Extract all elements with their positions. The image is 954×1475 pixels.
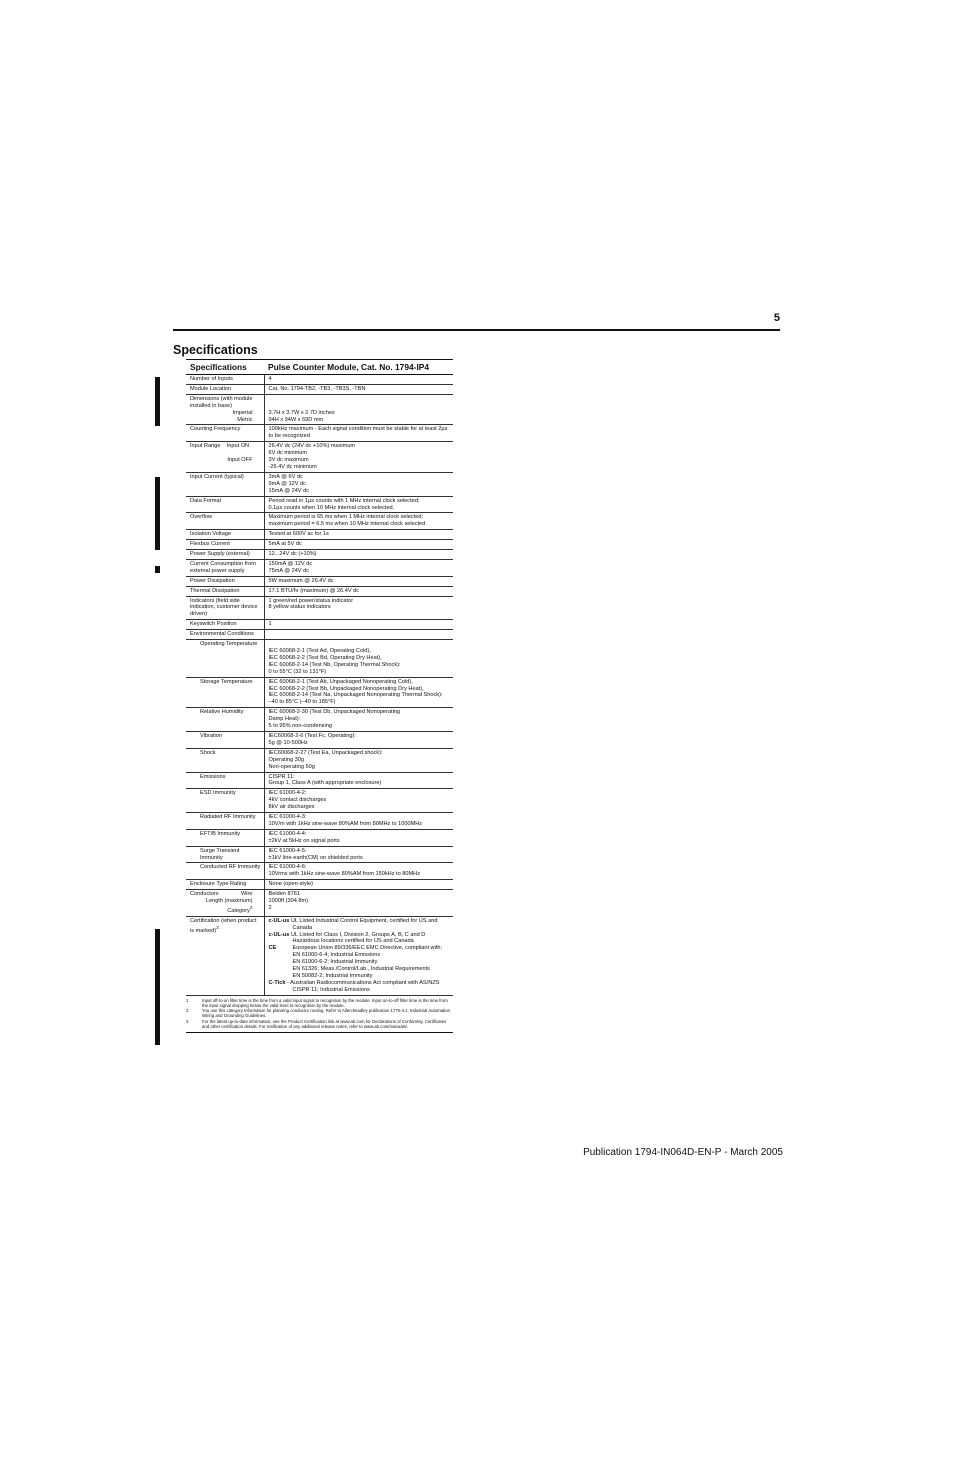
spec-value-line: 1000ft (304.8m) xyxy=(268,898,308,905)
spec-value: 4 xyxy=(264,375,453,385)
spec-label-text: Emissions xyxy=(200,773,226,780)
spec-label: Counting Frequency xyxy=(186,425,264,442)
spec-sublabel-text: Category xyxy=(227,907,250,914)
table-header-row xyxy=(186,360,453,375)
spec-label xyxy=(186,708,264,732)
spec-label xyxy=(186,640,264,678)
spec-label xyxy=(186,748,264,772)
spec-value xyxy=(264,846,453,863)
spec-value-line: Maximum period is 65 ms when 1 MHz internal clock selected; xyxy=(268,514,424,521)
spec-label xyxy=(186,731,264,748)
cert-text: European Union 89/336/EEC EMC Directive, compliant with: xyxy=(292,945,443,952)
spec-value: 100kHz maximum - Each signal condition must be stable for at least 2µs to be recognized xyxy=(264,425,453,442)
spec-value-line: IEC60068-2-6 (Test Fc, Operating): xyxy=(268,732,356,739)
spec-value xyxy=(264,916,453,995)
spec-value-line: IEC 60068-2-2 (Test Bd, Operating Dry Heat), xyxy=(268,654,382,661)
spec-value-line: 0 to 55°C (32 to 131°F) xyxy=(268,668,327,675)
footnote xyxy=(186,1019,453,1029)
table-row xyxy=(186,394,453,425)
table-row xyxy=(186,496,453,513)
spec-label xyxy=(186,789,264,813)
header-rule xyxy=(173,329,780,331)
spec-label: Number of Inputs xyxy=(186,375,264,385)
spec-label-text: Dimensions (with module installed in base) xyxy=(190,395,253,409)
spec-value-line: IEC 61000-4-4: xyxy=(268,830,307,837)
spec-value xyxy=(264,559,453,576)
spec-value-line: 3.7H x 3.7W x 2.7D inches xyxy=(268,409,335,416)
spec-sublabel: Input OFF xyxy=(227,457,253,464)
spec-label: Environmental Conditions xyxy=(186,630,264,640)
spec-label-text: EFT/B Immunity xyxy=(200,830,241,837)
spec-value-line: 94H x 94W x 69D mm xyxy=(268,416,324,423)
footnote-text: For the latest up-to-date information, see the Product Certification link at www.ab.com for Declarations of Conformity, Certificates and other certification details. For notification of any additional release notes, refer to www.ab.com/manuals/. xyxy=(202,1018,447,1029)
spec-value-line: 15mA @ 24V dc xyxy=(268,487,310,494)
spec-value xyxy=(264,748,453,772)
spec-value-line: Non-operating 50g xyxy=(268,763,315,770)
spec-value-line: 2 xyxy=(268,905,272,911)
spec-label: Power Dissipation xyxy=(186,576,264,586)
table-row xyxy=(186,916,453,995)
table-row xyxy=(186,375,453,385)
spec-value xyxy=(264,472,453,496)
table-row xyxy=(186,846,453,863)
change-bar xyxy=(155,377,160,426)
spec-sublabel: Length (maximum) xyxy=(205,898,253,905)
table-row xyxy=(186,425,453,442)
cert-line: EN 50082-2; Industrial Immunity xyxy=(292,973,373,980)
spec-value: None (open-style) xyxy=(264,880,453,890)
spec-label xyxy=(186,890,264,917)
spec-label xyxy=(186,772,264,789)
spec-value-line: 5g @ 10-500Hz xyxy=(268,739,308,746)
spec-value-line: ±1kV line-earth(CM) on shielded ports xyxy=(268,854,363,861)
table-row xyxy=(186,472,453,496)
cert-text: UL Listed for Class I, Division 2, Groups A, B, C and D Hazardous locations certified for US and Canada xyxy=(290,931,426,945)
footnote-ref: 3 xyxy=(216,924,219,930)
spec-value-line: IEC 61000-4-3: xyxy=(268,814,307,821)
cert-mark: C-Tick xyxy=(268,979,286,986)
footnote xyxy=(186,998,453,1008)
spec-label-text: Vibration xyxy=(200,732,222,739)
table-row xyxy=(186,640,453,678)
spec-value: 5W maximum @ 26.4V dc xyxy=(264,576,453,586)
table-row xyxy=(186,677,453,708)
spec-value xyxy=(264,394,453,425)
spec-value-line: IEC 60068-2-1 (Test Ad, Operating Cold), xyxy=(268,648,371,654)
spec-value xyxy=(264,772,453,789)
spec-label: Isolation Voltage xyxy=(186,530,264,540)
spec-value xyxy=(264,829,453,846)
spec-value xyxy=(264,630,453,640)
spec-label: Indicators (field side indication, customer device driven) xyxy=(186,596,264,620)
spec-value-line: IEC 60068-2-30 (Test Db, Unpackaged Nonoperating xyxy=(268,709,401,716)
spec-value-line: 10Vrms with 1kHz sine-wave 80%AM from 150kHz to 80MHz xyxy=(268,871,420,878)
cert-item xyxy=(269,945,451,952)
cert-text: UL Listed Industrial Control Equipment, certified for US and Canada xyxy=(290,917,438,931)
table-row xyxy=(186,731,453,748)
specifications-table-block xyxy=(186,359,453,1033)
table-row xyxy=(186,630,453,640)
spec-label: Input Current (typical) xyxy=(186,472,264,496)
spec-value xyxy=(264,863,453,880)
table-row xyxy=(186,890,453,917)
spec-value xyxy=(264,677,453,708)
spec-label xyxy=(186,846,264,863)
cert-item xyxy=(269,980,451,994)
table-row xyxy=(186,880,453,890)
spec-value-line: 8kV air discharges xyxy=(268,804,315,811)
spec-label-text: Radiated RF Immunity xyxy=(200,814,256,821)
cert-item xyxy=(269,918,451,932)
spec-sublabel: Wire xyxy=(241,891,253,898)
spec-value-line: maximum period = 6.5 ms when 10 MHz internal clock selected xyxy=(268,521,426,528)
header-specifications: Specifications xyxy=(186,360,264,375)
cert-mark: c-UL-us xyxy=(268,917,290,924)
spec-value xyxy=(264,442,453,473)
footnote-number: 1 xyxy=(186,997,189,1003)
table-row xyxy=(186,550,453,560)
spec-value-line: 75mA @ 24V dc xyxy=(268,567,310,574)
spec-value: 5mA at 5V dc xyxy=(264,540,453,550)
spec-label: Thermal Dissipation xyxy=(186,586,264,596)
spec-value xyxy=(264,513,453,530)
cert-item xyxy=(269,932,451,946)
table-row xyxy=(186,620,453,630)
spec-value-line: 6V dc minimum xyxy=(268,450,308,457)
table-row xyxy=(186,789,453,813)
spec-value: 12...24V dc (+10%) xyxy=(264,550,453,560)
spec-value xyxy=(264,708,453,732)
spec-label xyxy=(186,916,264,995)
spec-value-line: Belden 8761 xyxy=(268,891,300,898)
footnote-number: 3 xyxy=(186,1018,189,1024)
spec-value-line: 26.4V dc (24V dc +10%) maximum xyxy=(268,443,356,450)
spec-value-line: 4kV contact discharges xyxy=(268,797,327,804)
spec-label: Data Format xyxy=(186,496,264,513)
spec-value xyxy=(264,890,453,917)
table-row xyxy=(186,708,453,732)
spec-value xyxy=(264,596,453,620)
spec-value-line: –40 to 85°C (–40 to 185°F) xyxy=(268,699,336,706)
spec-value xyxy=(264,813,453,830)
footnote-number: 2 xyxy=(186,1008,189,1014)
spec-value xyxy=(264,731,453,748)
spec-label: Module Location xyxy=(186,384,264,394)
spec-value-line: Group 1, Class A (with appropriate enclosure) xyxy=(268,780,382,787)
spec-label-text: Storage Temperature xyxy=(200,678,253,685)
spec-value: 1 xyxy=(264,620,453,630)
spec-value-line: ±2kV at 5kHz on signal ports xyxy=(268,837,340,844)
spec-sublabel: Input ON xyxy=(226,443,250,450)
spec-value-line: 10V/m with 1kHz sine-wave 80%AM from 80MHz to 1000MHz xyxy=(268,820,423,827)
spec-value xyxy=(264,640,453,678)
spec-value-line: IEC60068-2-27 (Test Ea, Unpackaged shock): xyxy=(268,749,383,756)
spec-value-line: 0.1µs counts when 10 MHz internal clock selected. xyxy=(268,504,395,511)
table-row xyxy=(186,596,453,620)
spec-value-line: IEC 60068-2-2 (Test Bb, Unpackaged Nonoperating Dry Heat), xyxy=(268,685,424,692)
spec-label: Power Supply (external) xyxy=(186,550,264,560)
footnotes xyxy=(186,996,453,1033)
cert-mark: c-UL-us xyxy=(268,931,290,938)
change-bar xyxy=(155,477,160,550)
cert-line: EN 61326; Meas./Control/Lab., Industrial Requirements xyxy=(292,966,430,973)
spec-value-line: IEC 61000-4-2: xyxy=(268,790,307,797)
footnote-text: Input off-to-on filter time is the time from a valid input signal to recognition by the module. Input on-to-off filter time is the time from the input signal dropping below the valid level to recognition by the module. xyxy=(202,997,448,1008)
table-row xyxy=(186,442,453,473)
spec-value xyxy=(264,789,453,813)
section-title: Specifications xyxy=(173,343,258,357)
spec-value-line: 5 to 95% non-condensing xyxy=(268,723,332,730)
spec-value-line: IEC 61000-4-5: xyxy=(268,847,307,854)
spec-label-text: Conductors xyxy=(190,891,219,898)
change-bar xyxy=(155,929,160,1045)
table-row xyxy=(186,863,453,880)
specifications-table xyxy=(186,359,453,996)
spec-value-line: IEC 60068-2-14 (Test Nb, Operating Thermal Shock): xyxy=(268,661,401,668)
spec-label-text: Certification (when product is marked) xyxy=(190,917,257,934)
spec-label xyxy=(186,863,264,880)
spec-value-line: Period read in 1µs counts with 1 MHz internal clock selected; xyxy=(268,497,420,504)
spec-label xyxy=(186,677,264,708)
table-row xyxy=(186,829,453,846)
spec-value-line: IEC 60068-2-14 (Test Na, Unpackaged Nonoperating Thermal Shock): xyxy=(268,692,443,699)
spec-value-line: 8 yellow status indicators xyxy=(268,604,331,611)
spec-sublabel: Imperial xyxy=(232,409,253,416)
spec-label xyxy=(186,829,264,846)
table-row xyxy=(186,748,453,772)
spec-label-text: Conducted RF Immunity xyxy=(200,864,261,871)
spec-value-line: IEC 60068-2-1 (Test Ab, Unpackaged Nonoperating Cold), xyxy=(268,678,413,685)
spec-label: Keyswitch Position xyxy=(186,620,264,630)
spec-value-line: 1 green/red power/status indicator xyxy=(268,597,354,604)
cert-line: EN 61000-6-4; Industrial Emissions xyxy=(292,952,381,959)
table-row xyxy=(186,540,453,550)
spec-label-text: Surge Transient Immunity xyxy=(200,847,240,861)
page-number: 5 xyxy=(773,312,780,324)
spec-label-text: ESD Immunity xyxy=(200,790,236,797)
spec-label xyxy=(186,813,264,830)
footnote-text: You use this category information for planning conductor routing. Refer to Allen-Bradley publication 1770-4.1, Industrial Automation Wiring and Grounding Guidelines. xyxy=(202,1008,451,1019)
change-bar xyxy=(155,566,160,573)
spec-value: Cat. No. 1794-TB2, -TB3, -TB3S, -TBN xyxy=(264,384,453,394)
table-row xyxy=(186,586,453,596)
table-row xyxy=(186,813,453,830)
spec-value: 17.1 BTU/hr (maximum) @ 26.4V dc xyxy=(264,586,453,596)
table-row xyxy=(186,772,453,789)
table-row xyxy=(186,513,453,530)
spec-label: Overflow xyxy=(186,513,264,530)
spec-sublabel xyxy=(190,905,261,915)
table-row xyxy=(186,559,453,576)
spec-label-text: Input Range xyxy=(190,443,221,450)
spec-value-line: -26.4V dc minimum xyxy=(268,463,317,470)
table-row xyxy=(186,384,453,394)
table-row xyxy=(186,576,453,586)
spec-label: Enclosure Type Rating xyxy=(186,880,264,890)
cert-line: EN 61000-6-2; Industrial Immunity xyxy=(292,959,378,966)
spec-value-line: Operating 30g xyxy=(268,756,304,763)
spec-label: Current Consumption from external power supply xyxy=(186,559,264,576)
spec-label-text: Relative Humidity xyxy=(200,709,244,716)
spec-value-line: 9mA @ 12V dc xyxy=(268,480,306,487)
spec-value xyxy=(264,496,453,513)
footnote-ref: 2 xyxy=(249,905,253,910)
table-row xyxy=(186,530,453,540)
header-module: Pulse Counter Module, Cat. No. 1794-IP4 xyxy=(264,360,453,375)
spec-label-text: Operating Temperature xyxy=(200,641,258,648)
spec-value-line: 150mA @ 12V dc xyxy=(268,560,313,567)
publication-footer: Publication 1794-IN064D-EN-P - March 2005 xyxy=(583,1147,783,1158)
cert-text: - Australian Radiocommunications Act compliant with AS/NZS CISPR 11; Industrial Emissions xyxy=(287,979,440,993)
spec-label xyxy=(186,394,264,425)
spec-label-text: Shock xyxy=(200,749,216,756)
spec-value-line: 3V dc maximum xyxy=(268,457,309,464)
spec-value: Tested at 600V ac for 1s xyxy=(264,530,453,540)
footnote xyxy=(186,1008,453,1018)
spec-label: Flexbus Current xyxy=(186,540,264,550)
spec-value-line: 3mA @ 6V dc xyxy=(268,473,303,480)
spec-value-line: Damp Heat): xyxy=(268,716,301,723)
spec-sublabel: Metric xyxy=(237,416,253,423)
spec-value-line: IEC 61000-4-6: xyxy=(268,864,307,871)
spec-label xyxy=(186,442,264,473)
spec-value-line: CISPR 11: xyxy=(268,773,295,780)
cert-mark: CE xyxy=(268,945,277,952)
